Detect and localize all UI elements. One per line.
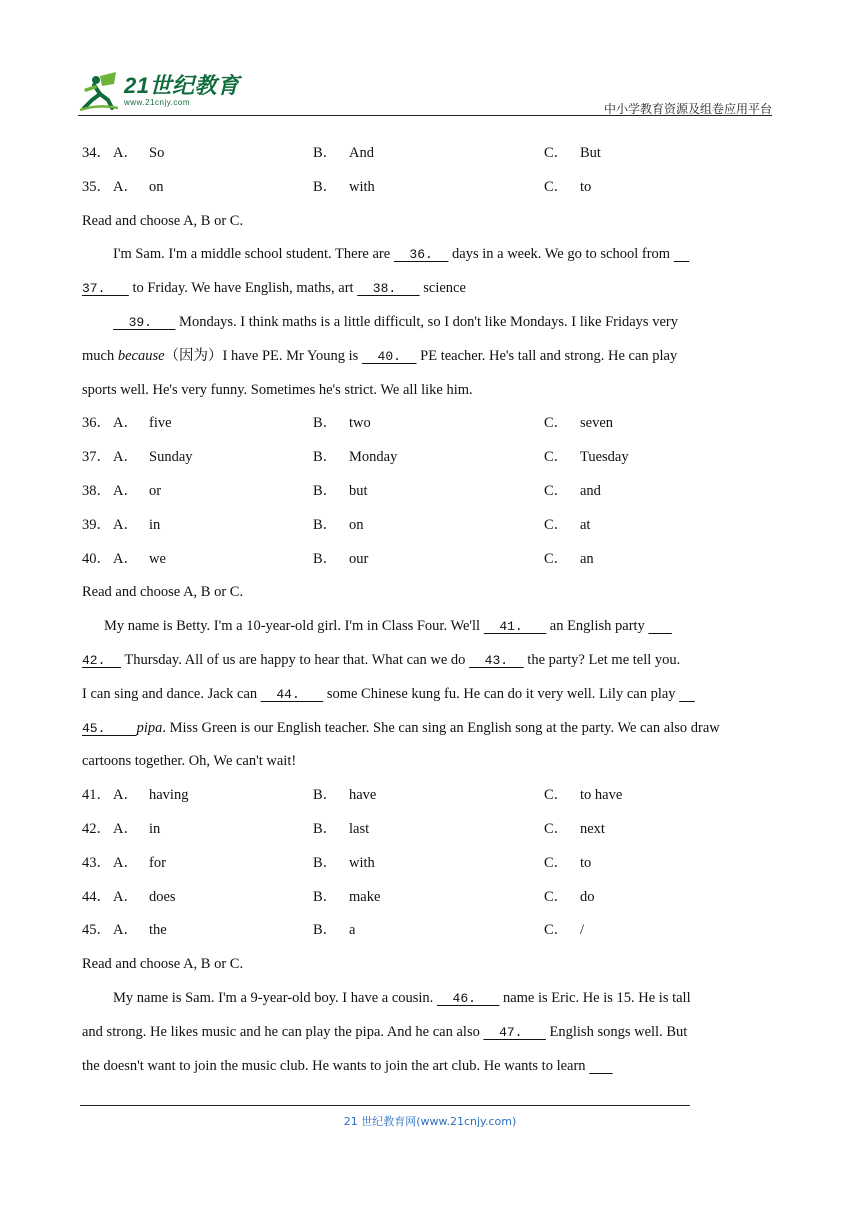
blank-36[interactable]: 36.	[393, 247, 449, 263]
passage-2-line-3: 39. Mondays. I think maths is a little difficult, so I don't like Mondays. I like Fridays very	[82, 309, 782, 343]
q45-option-a[interactable]: 45． A． the	[82, 922, 167, 939]
q37-option-c[interactable]: C． Tuesday	[544, 449, 629, 466]
q34-option-a[interactable]: 34． A． So	[82, 145, 165, 161]
passage-4-line-2: and strong. He likes music and he can play the pipa. And he can also 47. English songs well. But	[82, 1019, 782, 1053]
q36-option-a[interactable]: 36． A． five	[82, 415, 172, 432]
document-body	[82, 140, 782, 1086]
blank-46[interactable]: 46.	[436, 990, 500, 1006]
q34-option-b[interactable]: B． And	[313, 145, 374, 161]
question-39	[82, 512, 782, 546]
question-44	[82, 884, 782, 918]
passage-3-line-1: My name is Betty. I'm a 10-year-old girl. I'm in Class Four. We'll 41. an English party	[82, 613, 782, 647]
passage-2-line-5: sports well. He's very funny. Sometimes he's strict. We all like him.	[82, 381, 473, 398]
passage-3-line-2: 42. Thursday. All of us are happy to hear that. What can we do 43. the party? Let me tell you.	[82, 647, 782, 681]
q36-option-b[interactable]: B． two	[313, 415, 371, 432]
q41-option-a[interactable]: 41． A． having	[82, 787, 189, 804]
q35-option-b[interactable]: B． with	[313, 178, 375, 195]
question-38	[82, 478, 782, 512]
q38-option-c[interactable]: C． and	[544, 482, 601, 499]
q36-option-c[interactable]: C． seven	[544, 415, 614, 432]
question-36	[82, 410, 782, 444]
q45-option-b[interactable]: B． a	[313, 922, 356, 939]
passage-3-line-4: 45. pipa. Miss Green is our English teacher. She can sing an English song at the party. We can also draw	[82, 715, 782, 749]
passage-3-line-5: cartoons together. Oh, We can't wait!	[82, 753, 297, 770]
blank-43[interactable]: 43.	[469, 652, 524, 668]
blank-48-start[interactable]	[589, 1053, 612, 1080]
question-42	[82, 816, 782, 850]
q44-option-b[interactable]: B． make	[313, 888, 381, 905]
blank-39[interactable]: 39.	[113, 314, 176, 330]
q41-option-c[interactable]: C． to have	[544, 787, 623, 804]
logo-url: www.21cnjy.com	[124, 98, 190, 107]
q39-option-a[interactable]: 39． A． in	[82, 516, 161, 533]
blank-38[interactable]: 38.	[357, 281, 420, 297]
question-45	[82, 917, 782, 951]
passage-4-line-3: the doesn't want to join the music club. He wants to join the art club. He wants to learn	[82, 1053, 782, 1087]
q44-option-a[interactable]: 44． A． does	[82, 888, 176, 905]
question-41	[82, 782, 782, 816]
q45-option-c[interactable]: C． /	[544, 922, 585, 939]
page-header	[78, 68, 772, 116]
passage-2-line-1: I'm Sam. I'm a middle school student. There are 36. days in a week. We go to school from	[82, 241, 782, 275]
passage-2-line-2: 37. to Friday. We have English, maths, art 38. science	[82, 275, 782, 309]
section-2-instruction: Read and choose A, B or C.	[82, 212, 244, 229]
q42-option-c[interactable]: C． next	[544, 820, 605, 837]
footer-divider	[80, 1105, 690, 1106]
section-3-instruction: Read and choose A, B or C.	[82, 584, 244, 601]
blank-45[interactable]: 45.	[82, 720, 137, 736]
q38-option-a[interactable]: 38． A． or	[82, 482, 162, 499]
q37-option-b[interactable]: B． Monday	[313, 449, 398, 466]
question-35	[82, 174, 782, 208]
q41-option-b[interactable]: B． have	[313, 787, 377, 804]
q40-option-a[interactable]: 40． A． we	[82, 550, 166, 567]
q34-option-c[interactable]: C． But	[544, 145, 601, 161]
q43-option-b[interactable]: B． with	[313, 854, 375, 871]
q43-option-c[interactable]: C． to	[544, 854, 592, 871]
blank-42[interactable]: 42.	[82, 652, 122, 668]
blank-41[interactable]: 41.	[483, 619, 547, 635]
q39-option-b[interactable]: B． on	[313, 516, 364, 533]
header-platform-name: 中小学教育资源及组卷应用平台	[603, 102, 772, 116]
question-37	[82, 444, 782, 478]
q39-option-c[interactable]: C． at	[544, 516, 591, 533]
question-43	[82, 850, 782, 884]
question-34	[82, 140, 782, 174]
footer-site-link[interactable]: 21 世纪教育网(www.21cnjy.com)	[343, 1115, 517, 1128]
blank-44[interactable]: 44.	[260, 686, 324, 702]
q35-option-c[interactable]: C． to	[544, 178, 592, 195]
runner-logo-icon	[78, 70, 122, 112]
logo-title: 21世纪教育	[124, 73, 240, 98]
site-logo[interactable]	[78, 68, 239, 114]
q40-option-c[interactable]: C． an	[544, 550, 594, 567]
blank-40[interactable]: 40.	[361, 348, 417, 364]
blank-37[interactable]: 37.	[82, 281, 129, 297]
q42-option-b[interactable]: B． last	[313, 820, 370, 837]
q42-option-a[interactable]: 42． A． in	[82, 820, 161, 837]
question-40	[82, 546, 782, 580]
section-4-instruction: Read and choose A, B or C.	[82, 956, 244, 973]
q38-option-b[interactable]: B． but	[313, 482, 368, 499]
q43-option-a[interactable]: 43． A． for	[82, 854, 166, 871]
header-divider	[78, 115, 772, 116]
passage-4-line-1: My name is Sam. I'm a 9-year-old boy. I have a cousin. 46. name is Eric. He is 15. He is tall	[82, 985, 782, 1019]
q44-option-c[interactable]: C． do	[544, 888, 595, 905]
passage-3-line-3: I can sing and dance. Jack can 44. some Chinese kung fu. He can do it very well. Lily can play	[82, 681, 782, 715]
passage-2-line-4: much because（因为）I have PE. Mr Young is 40. PE teacher. He's tall and strong. He can play	[82, 343, 782, 377]
q35-option-a[interactable]: 35． A． on	[82, 178, 164, 195]
q37-option-a[interactable]: 37． A． Sunday	[82, 449, 193, 466]
blank-47[interactable]: 47.	[483, 1024, 546, 1040]
q40-option-b[interactable]: B． our	[313, 550, 369, 567]
